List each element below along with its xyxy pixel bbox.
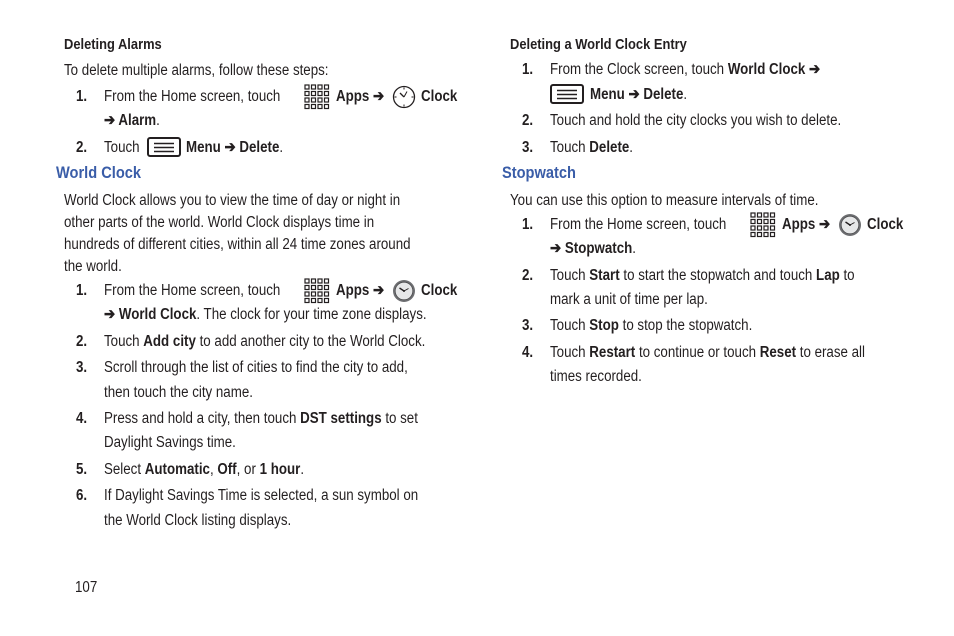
step-text-line2: mark a unit of time per lap. [550,291,708,308]
deleting-entry-heading: Deleting a World Clock Entry [510,36,687,53]
step-text: Touch and hold the city clocks you wish to delete. [550,112,842,129]
step-number: 2. [522,267,534,284]
step-text-line2: ➔ World Clock. The clock for your time zone displays. [104,306,427,323]
step-text-line2: Daylight Savings time. [104,434,236,451]
step-text: Touch Start to start the stopwatch and touch Lap to [550,267,855,284]
step-text: Touch [104,139,140,156]
step-number: 5. [76,461,88,478]
clock-label: Clock [867,216,904,233]
deleting-alarms-heading: Deleting Alarms [64,36,162,53]
clock-icon [392,279,416,303]
step-text-line2: then touch the city name. [104,384,253,401]
step-number: 4. [76,410,88,427]
step-text: Touch Delete. [550,139,634,156]
step-text: From the Home screen, touch [104,282,281,299]
step-number: 1. [522,61,534,78]
clock-icon [392,85,416,109]
clock-icon [838,213,862,237]
deleting-alarms-intro: To delete multiple alarms, follow these steps: [64,62,329,79]
step-text: From the Home screen, touch [550,216,727,233]
step-number: 6. [76,487,88,504]
stopwatch-heading: Stopwatch [502,163,576,182]
apps-icon [304,84,330,111]
clock-label: Clock [421,282,458,299]
apps-label: Apps ➔ [336,88,385,105]
apps-icon [304,278,330,305]
step-text: Press and hold a city, then touch DST settings to set [104,410,418,427]
world-clock-para-line: other parts of the world. World Clock displays time in [64,214,375,231]
step-text-line2: ➔ Stopwatch. [550,240,636,257]
step-text: Touch Restart to continue or touch Reset to erase all [550,344,865,361]
menu-delete-text: Menu ➔ Delete. [590,86,688,103]
step-text: Touch Add city to add another city to the World Clock. [104,333,426,350]
apps-label: Apps ➔ [336,282,385,299]
step-number: 3. [522,139,534,156]
world-clock-para-line: the world. [64,258,122,275]
apps-label: Apps ➔ [782,216,831,233]
step-text-line2: the World Clock listing displays. [104,512,292,529]
step-number: 2. [76,139,88,156]
menu-delete-text: Menu ➔ Delete. [186,139,284,156]
step-number: 1. [76,282,88,299]
step-text-line2: times recorded. [550,368,642,385]
step-text: Select Automatic, Off, or 1 hour. [104,461,305,478]
world-clock-para-line: World Clock allows you to view the time of day or night in [64,192,401,209]
menu-icon [550,84,584,104]
step-number: 2. [76,333,88,350]
clock-label: Clock [421,88,458,105]
stopwatch-intro: You can use this option to measure intervals of time. [510,192,819,209]
step-text: Scroll through the list of cities to find the city to add, [104,359,408,376]
step-number: 3. [76,359,88,376]
menu-icon [147,137,181,157]
page-number: 107 [75,579,98,596]
world-clock-heading: World Clock [56,163,142,182]
step-text: If Daylight Savings Time is selected, a sun symbol on [104,487,419,504]
step-text: From the Clock screen, touch World Clock ➔ [550,61,821,78]
world-clock-para-line: hundreds of different cities, within all 24 time zones around [64,236,411,253]
step-text: From the Home screen, touch [104,88,281,105]
step-number: 1. [522,216,534,233]
apps-icon [750,212,776,239]
step-number: 4. [522,344,534,361]
step-number: 1. [76,88,88,105]
step-text: Touch Stop to stop the stopwatch. [550,317,753,334]
step-text-line2: ➔ Alarm. [104,112,160,129]
step-number: 2. [522,112,534,129]
step-number: 3. [522,317,534,334]
